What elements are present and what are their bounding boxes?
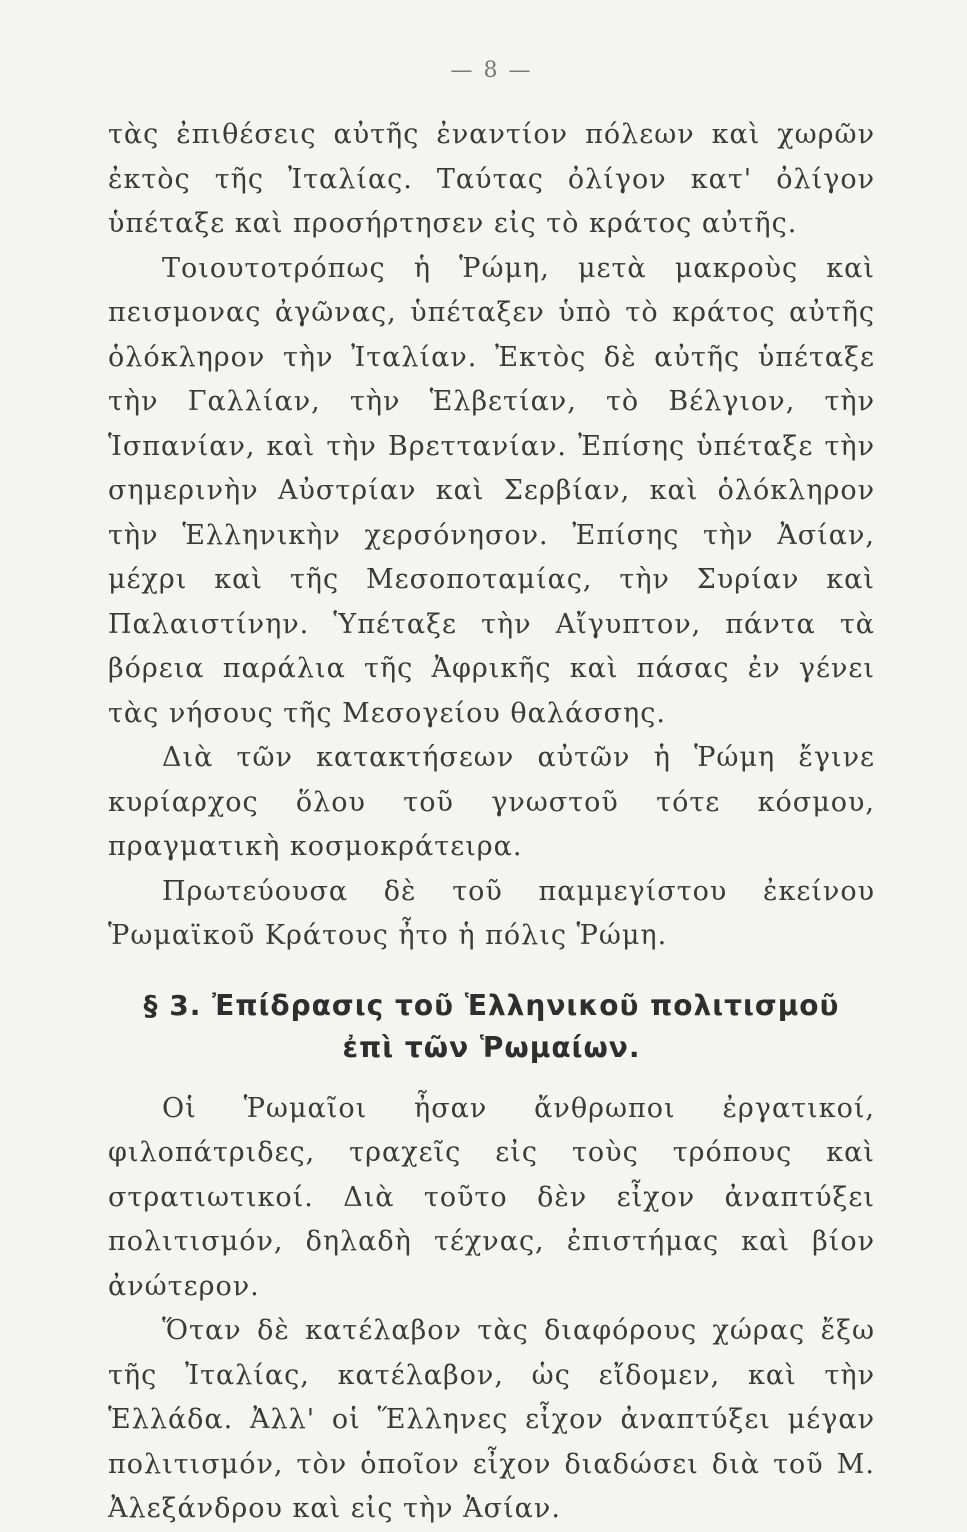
- section-heading: [108, 985, 875, 1069]
- section-heading-line-2: ἐπὶ τῶν Ῥωμαίων.: [342, 1030, 641, 1064]
- paragraph-romans-character: Οἱ Ῥωμαῖοι ἦσαν ἄνθρωποι ἐργατικοί, φιλοπάτριδες, τραχεῖς εἰς τοὺς τρόπους καὶ στρατιωτικοί. Διὰ τοῦτο δὲν εἶχον ἀναπτύξει πολιτισμόν, δηλαδὴ τέχνας, ἐπιστήμας καὶ βίον ἀνώτερον.: [108, 1092, 875, 1302]
- paragraph-capital: Πρωτεύουσα δὲ τοῦ παμμεγίστου ἐκείνου Ῥωμαϊκοῦ Κράτους ἦτο ἡ πόλις Ῥώμη.: [108, 875, 875, 951]
- paragraph-conquests: Τοιουτοτρόπως ἡ Ῥώμη, μετὰ μακροὺς καὶ πεισμονας ἀγῶνας, ὑπέταξεν ὑπὸ τὸ κράτος αὐτῆς ὁλόκληρον τὴν Ἰταλίαν. Ἐκτὸς δὲ αὐτῆς ὑπέταξε τὴν Γαλλίαν, τὴν Ἑλβετίαν, τὸ Βέλγιον, τὴν Ἱσπανίαν, καὶ τὴν Βρεττανίαν. Ἐπίσης ὑπέταξε τὴν σημερινὴν Αὐστρίαν καὶ Σερβίαν, καὶ ὁλόκληρον τὴν Ἑλληνικὴν χερσόνησον. Ἐπίσης τὴν Ἀσίαν, μέχρι καὶ τῆς Μεσοποταμίας, τὴν Συρίαν καὶ Παλαιστίνην. Ὑπέταξε τὴν Αἴγυπτον, πάντα τὰ βόρεια παράλια τῆς Ἀφρικῆς καὶ πάσας ἐν γένει τὰς νήσους τῆς Μεσογείου θαλάσσης.: [108, 252, 875, 729]
- page-number: — 8 —: [450, 58, 533, 83]
- paragraph-greek-influence: Ὅταν δὲ κατέλαβον τὰς διαφόρους χώρας ἔξω τῆς Ἰταλίας, κατέλαβον, ὡς εἴδομεν, καὶ τὴν Ἑλλάδα. Ἀλλ' οἱ Ἕλληνες εἶχον ἀναπτύξει μέγαν πολιτισμόν, τὸν ὁποῖον εἶχον διαδώσει διὰ τοῦ Μ. Ἀλεξάνδρου καὶ εἰς τὴν Ἀσίαν.: [108, 1315, 875, 1524]
- paragraph-continuation: τὰς ἐπιθέσεις αὐτῆς ἐναντίον πόλεων καὶ χωρῶν ἐκτὸς τῆς Ἰταλίας. Ταύτας ὀλίγον κατ' ὀλίγον ὑπέταξε καὶ προσήρτησεν εἰς τὸ κράτος αὐτῆς.: [108, 119, 875, 239]
- paragraph-world-ruler: Διὰ τῶν κατακτήσεων αὐτῶν ἡ Ῥώμη ἔγινε κυρίαρχος ὅλου τοῦ γνωστοῦ τότε κόσμου, πραγματικὴ κοσμοκράτειρα.: [108, 742, 875, 862]
- section-heading-line-1: § 3. Ἐπίδρασις τοῦ Ἑλληνικοῦ πολιτισμοῦ: [143, 988, 840, 1022]
